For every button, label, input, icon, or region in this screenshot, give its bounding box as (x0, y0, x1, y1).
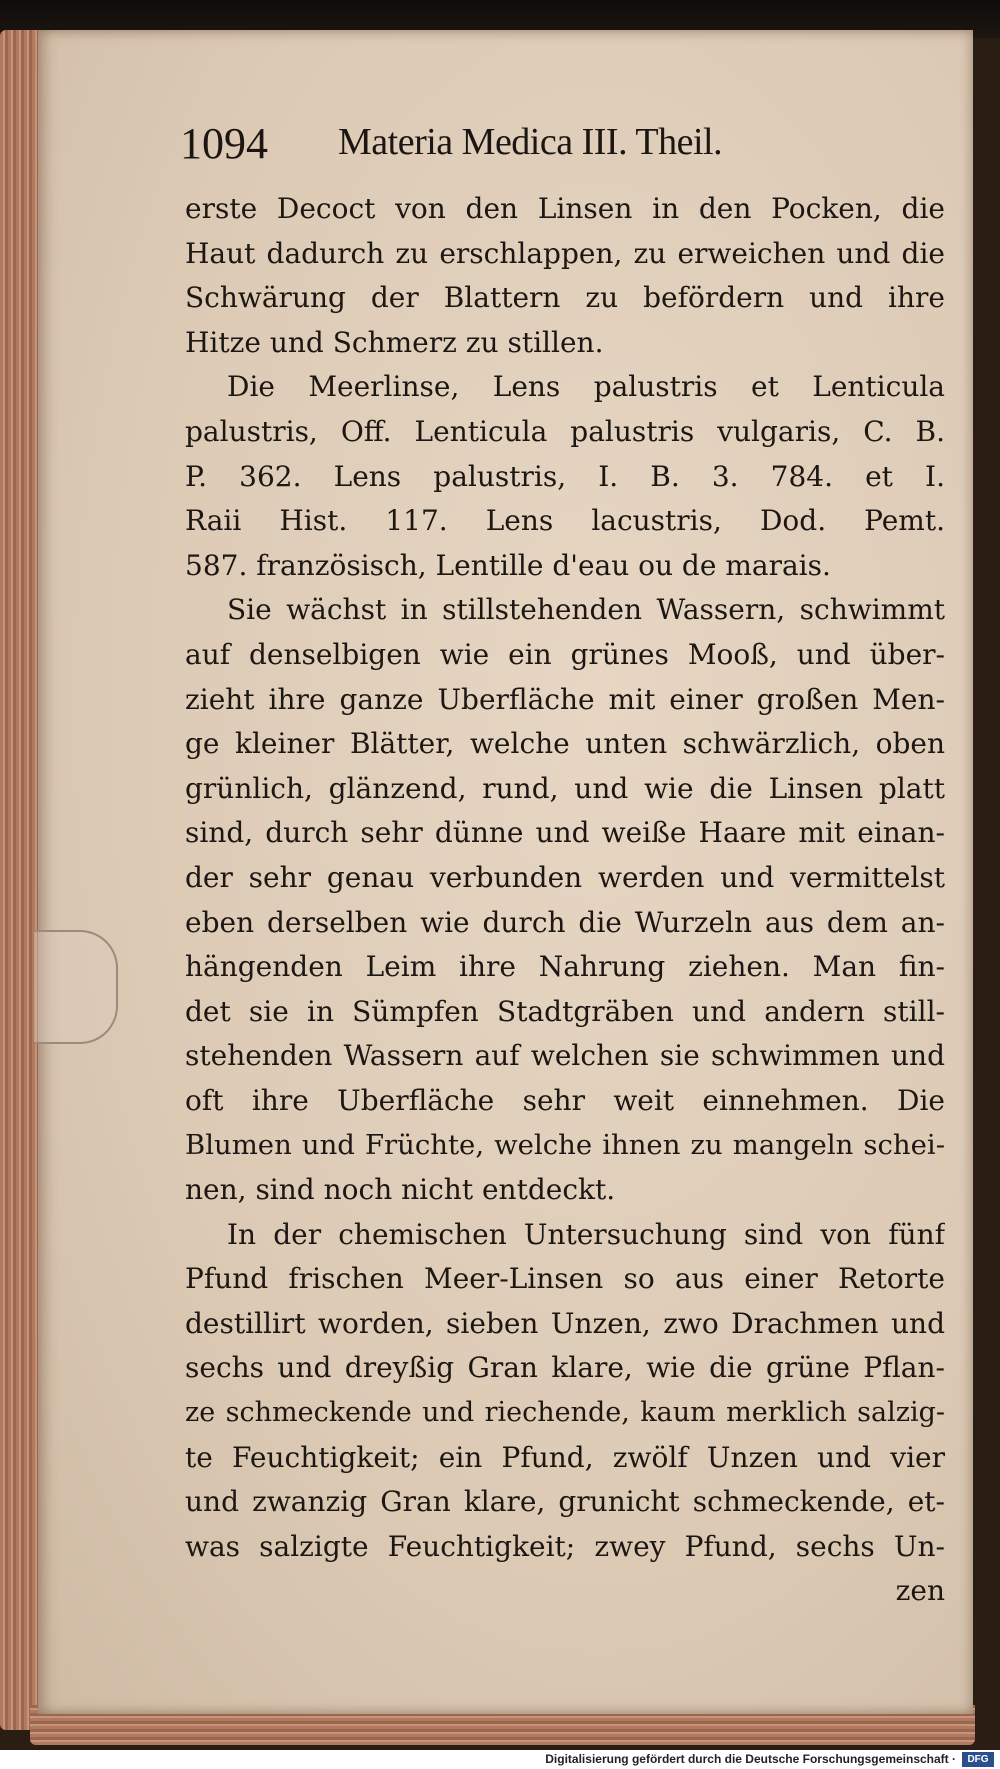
text-line: Pfund frischen Meer-Linsen so aus einer Retorte (185, 1262, 945, 1296)
text-line: P. 362. Lens palustris, I. B. 3. 784. et I. (185, 459, 945, 493)
text-line: sind, durch sehr dünne und weiße Haare mit einan- (185, 816, 945, 850)
text-line: In der chemischen Untersuchung sind von fünf (227, 1217, 945, 1251)
text-line: eben derselben wie durch die Wurzeln aus dem an- (185, 905, 945, 939)
text-line: palustris, Off. Lenticula palustris vulgaris, C. B. (185, 414, 945, 448)
text-line: destillirt worden, sieben Unzen, zwo Drachmen und (185, 1306, 945, 1340)
digitization-credit (0, 1750, 1000, 1769)
text-line: und zwanzig Gran klare, grunicht schmeckende, et- (185, 1485, 945, 1519)
text-line: was salzigte Feuchtigkeit; zwey Pfund, sechs Un- (185, 1529, 945, 1563)
text-line: Sie wächst in stillstehenden Wassern, schwimmt (227, 593, 945, 627)
dfg-logo: DFG (962, 1752, 994, 1767)
text-line: Die Meerlinse, Lens palustris et Lenticula (227, 370, 945, 404)
page-header (180, 118, 880, 168)
text-line: erste Decoct von den Linsen in den Pocken, die (185, 192, 945, 225)
text-line: auf denselbigen wie ein grünes Mooß, und über- (185, 637, 945, 671)
bookmark-tab (34, 930, 118, 1044)
running-title: Materia Medica III. Theil. (338, 121, 723, 163)
credit-text: Digitalisierung gefördert durch die Deutsche Forschungsgemeinschaft · (545, 1752, 956, 1766)
text-line: hängenden Leim ihre Nahrung ziehen. Man fin- (185, 950, 945, 984)
text-line: 587. französisch, Lentille d'eau ou de marais. (185, 548, 831, 582)
text-line: der sehr genau verbunden werden und vermittelst (185, 860, 945, 894)
text-line: Raii Hist. 117. Lens lacustris, Dod. Pemt. (185, 504, 945, 538)
text-line: ge kleiner Blätter, welche unten schwärzlich, oben (185, 727, 945, 761)
text-line: oft ihre Uberfläche sehr weit einnehmen. Die (185, 1083, 945, 1117)
page-number: 1094 (180, 119, 268, 168)
text-line: Schwärung der Blattern zu befördern und ihre (185, 281, 945, 315)
text-line: nen, sind noch nicht entdeckt. (185, 1173, 616, 1207)
text-line: te Feuchtigkeit; ein Pfund, zwölf Unzen und vier (185, 1440, 945, 1474)
text-line: sechs und dreyßig Gran klare, wie die grüne Pflan- (185, 1351, 945, 1385)
text-line: zieht ihre ganze Uberfläche mit einer großen Men- (185, 682, 945, 716)
body-text (185, 187, 945, 1614)
text-line: stehenden Wassern auf welchen sie schwimmen und (185, 1039, 945, 1073)
text-line: Haut dadurch zu erschlappen, zu erweichen und die (185, 236, 945, 270)
text-line: zen (895, 1574, 945, 1608)
text-line: Blumen und Früchte, welche ihnen zu mangeln schei- (185, 1129, 945, 1162)
text-line: Hitze und Schmerz zu stillen. (185, 325, 604, 359)
text-line: ze schmeckende und riechende, kaum merklich salzig- (185, 1397, 945, 1429)
text-line: det sie in Sümpfen Stadtgräben und andern still- (185, 994, 945, 1028)
text-line: grünlich, glänzend, rund, und wie die Linsen platt (185, 771, 945, 805)
